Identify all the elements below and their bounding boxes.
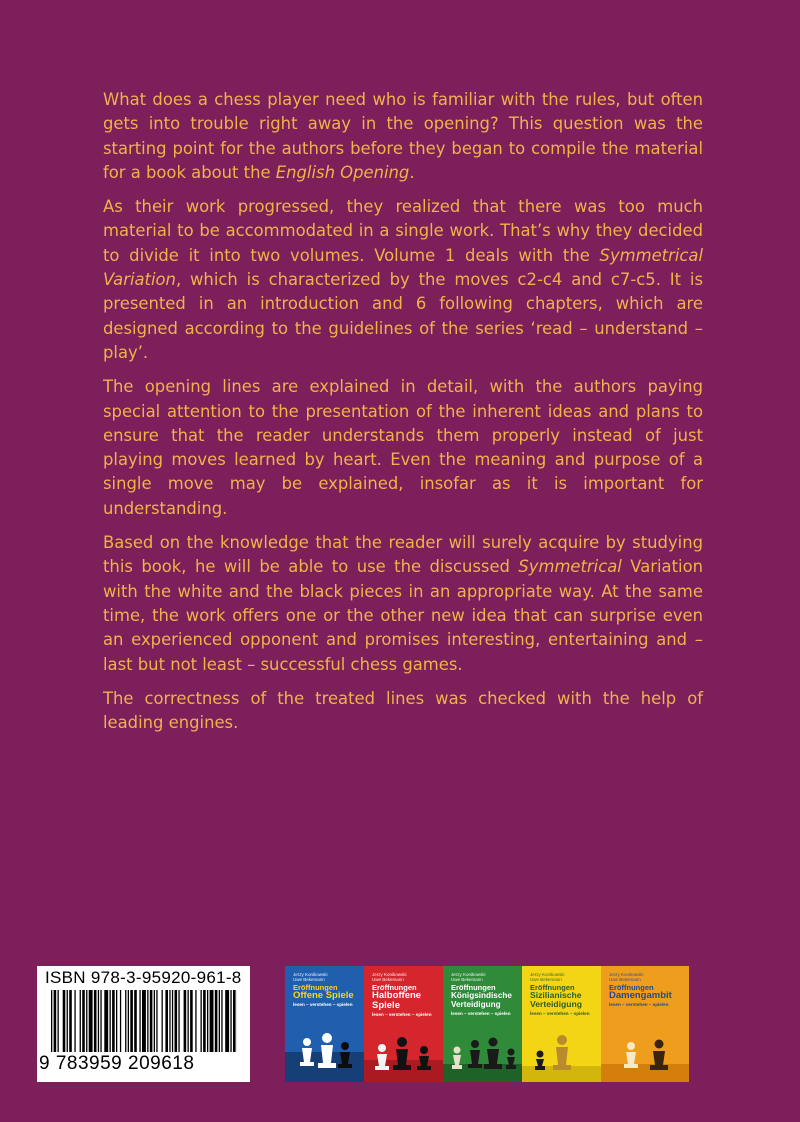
barcode-bar [104, 990, 108, 1052]
book-subtitle: lesen – verstehen – spielen [372, 1012, 432, 1017]
book-title: Damengambit [609, 990, 672, 1001]
book-subtitle: lesen – verstehen – spielen [609, 1002, 669, 1007]
paragraph-2: As their work progressed, they realized that there was too much material to be accommodated in a single work. That’s why they decided to divide it into two volumes. Volume 1 deals with the Symmetrical Variation, which is characterized by the moves c2-c4 and c7-c5. It is presented in an introduction and 6 following chapters, which are designed according to the guidelines of the series ‘read – understand – play’. [103, 197, 703, 362]
book-cover-damengambit [601, 966, 689, 1082]
chess-pieces-icon [364, 1024, 443, 1082]
barcode-bar [219, 990, 220, 1052]
barcode-bar [98, 990, 99, 1052]
book-series: Eröffnungen [293, 983, 338, 992]
barcode-bar [215, 990, 218, 1052]
barcode-bar [178, 990, 179, 1052]
barcode-bar [67, 990, 68, 1052]
barcode-icon [51, 990, 237, 1056]
barcode-bar [110, 990, 111, 1052]
book-authors: Jerzy Konikowski Uwe Bekemann [451, 972, 486, 982]
barcode-bar [74, 990, 75, 1052]
book-title: Königsindische Verteidigung [451, 991, 512, 1009]
book-cover-sizilianische-verteidigung [522, 966, 601, 1082]
barcode-bar [184, 990, 187, 1052]
barcode-bar [162, 990, 163, 1052]
barcode-bar [210, 990, 214, 1052]
barcode-bar [125, 990, 126, 1052]
barcode-bar [94, 990, 97, 1052]
book-series: Eröffnungen [372, 983, 417, 992]
barcode-digits: 9 783959 209618 [39, 1053, 195, 1074]
book-cover-koenigsindische-verteidigung [443, 966, 522, 1082]
barcode-bar [165, 990, 168, 1052]
book-authors: Jerzy Konikowski Uwe Bekemann [293, 972, 328, 982]
book-authors: Jerzy Konikowski Uwe Bekemann [609, 972, 644, 982]
barcode-bar [86, 990, 87, 1052]
barcode-bar [150, 990, 153, 1052]
barcode-bar [100, 990, 101, 1052]
barcode-bar [221, 990, 222, 1052]
chess-pieces-icon [443, 1024, 522, 1082]
barcode-bar [169, 990, 170, 1052]
barcode-bar [54, 990, 57, 1052]
barcode-bar [175, 990, 178, 1052]
book-subtitle: lesen – verstehen – spielen [451, 1011, 511, 1016]
barcode-bar [195, 990, 196, 1052]
barcode-bar [63, 990, 66, 1052]
book-subtitle: lesen – verstehen – spielen [530, 1011, 590, 1016]
barcode-bar [89, 990, 93, 1052]
barcode-bar [130, 990, 133, 1052]
barcode-bar [188, 990, 189, 1052]
description-text [103, 88, 703, 745]
book-subtitle: lesen – verstehen – spielen [293, 1002, 353, 1007]
barcode-bar [112, 990, 115, 1052]
paragraph-5: The correctness of the treated lines was checked with the help of leading engines. [103, 688, 703, 733]
barcode-bar [139, 990, 140, 1052]
book-series: Eröffnungen [609, 983, 654, 992]
book-cover-halboffene-spiele [364, 966, 443, 1082]
barcode-bar [128, 990, 129, 1052]
barcode-bar [134, 990, 137, 1052]
barcode-bar [142, 990, 146, 1052]
book-title: Sizilianische Verteidigung [530, 990, 583, 1009]
barcode-bar [120, 990, 121, 1052]
book-cover-offene-spiele [285, 966, 364, 1082]
paragraph-3: The opening lines are explained in detail, with the authors paying special attention to the presentation of the inherent ideas and plans to ensure that the reader understands them properly instead of just playing moves learned by heart. Even the meaning and purpose of a single move may be explained, insofar as it is important for understanding. [103, 377, 703, 518]
chess-pieces-icon [285, 1024, 364, 1082]
barcode-bar [58, 990, 59, 1052]
book-series: Eröffnungen [451, 983, 496, 992]
barcode-bar [80, 990, 81, 1052]
barcode-bar [51, 990, 52, 1052]
barcode-bar [82, 990, 85, 1052]
barcode-bar [116, 990, 117, 1052]
barcode-bar [225, 990, 229, 1052]
book-authors: Jerzy Konikowski Uwe Bekemann [530, 972, 565, 982]
barcode-bar [207, 990, 208, 1052]
barcode-bar [233, 990, 236, 1052]
barcode-bar [203, 990, 206, 1052]
barcode-bar [230, 990, 231, 1052]
barcode-bar [172, 990, 173, 1052]
paragraph-4: Based on the knowledge that the reader will surely acquire by studying this book, he will be able to use the discussed Symmetrical Variation with the white and the black pieces in an appropriate way. At the same time, the work offers one or the other new idea that can surprise even an experienced opponent and promises interesting, entertaining and – last but not least – successful chess games. [103, 533, 703, 674]
barcode-bar [154, 990, 155, 1052]
book-title: Offene Spiele [293, 990, 354, 1001]
isbn-number: ISBN 978-3-95920-961-8 [45, 968, 242, 987]
isbn-barcode [37, 966, 250, 1082]
barcode-bar [147, 990, 148, 1052]
barcode-bar [156, 990, 157, 1052]
chess-pieces-icon [601, 1024, 689, 1082]
book-authors: Jerzy Konikowski Uwe Bekemann [372, 972, 407, 982]
book-series: Eröffnungen [530, 983, 575, 992]
paragraph-1: What does a chess player need who is familiar with the rules, but often gets into trouble right away in the opening? This question was the starting point for the authors before they began to compile the material for a book about the English Opening. [103, 90, 703, 182]
barcode-bar [201, 990, 202, 1052]
barcode-bar [190, 990, 193, 1052]
chess-pieces-icon [522, 1024, 601, 1082]
book-title: Halboffene Spiele [372, 990, 422, 1011]
barcode-bar [69, 990, 72, 1052]
